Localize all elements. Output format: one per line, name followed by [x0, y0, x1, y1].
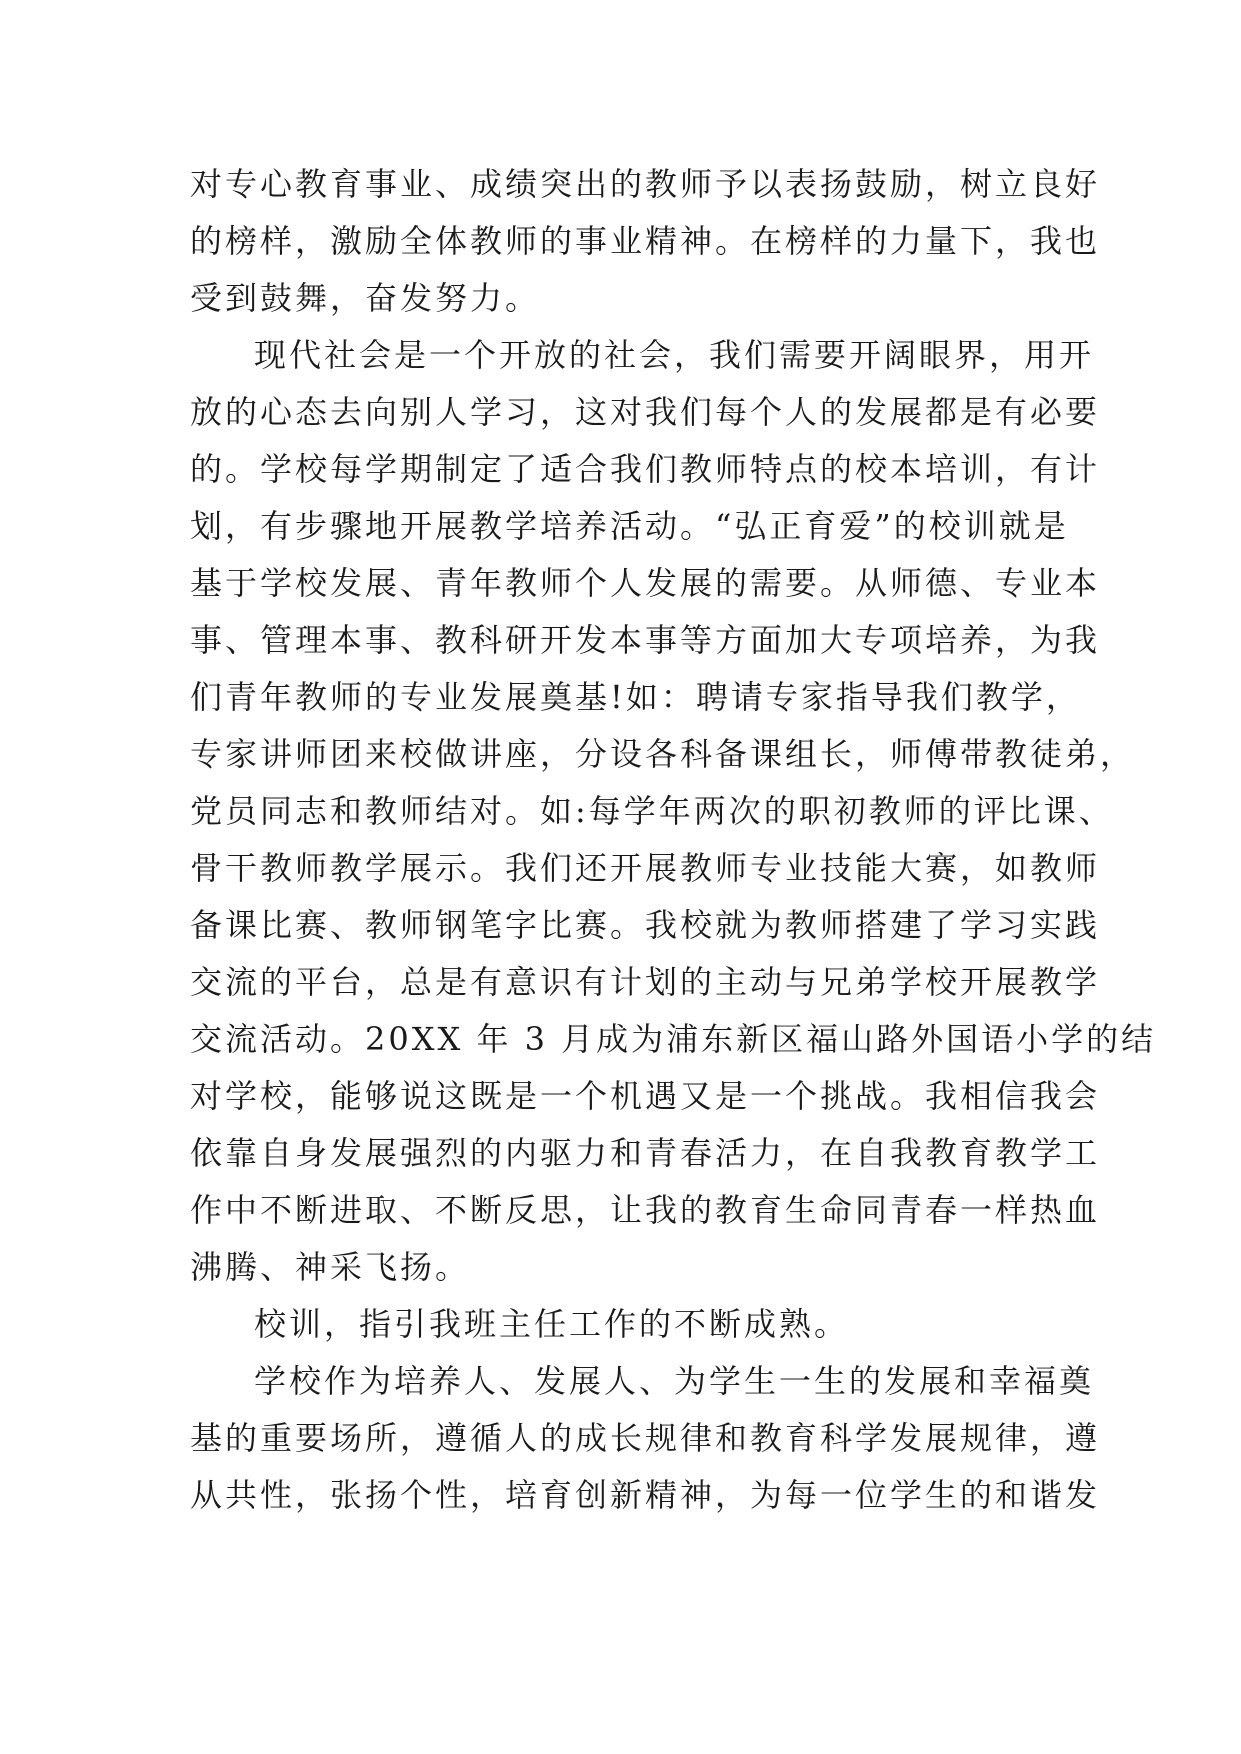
text-line: 基的重要场所，遵循人的成长规律和教育科学发展规律，遵	[190, 1419, 1101, 1457]
text-line: 受到鼓舞，奋发努力。	[190, 279, 541, 317]
text-line: 党员同志和教师结对。如:每学年两次的职初教师的评比课、	[190, 792, 1114, 830]
text-line: 对学校，能够说这既是一个机遇又是一个挑战。我相信我会	[190, 1077, 1101, 1115]
text-line: 作中不断进取、不断反思，让我的教育生命同青春一样热血	[190, 1191, 1101, 1229]
paragraph-first-line: 校训，指引我班主任工作的不断成熟。	[254, 1305, 850, 1343]
text-line: 的榜样，激励全体教师的事业精神。在榜样的力量下，我也	[190, 222, 1101, 260]
paragraph-first-line: 现代社会是一个开放的社会，我们需要开阔眼界，用开	[254, 336, 1095, 374]
text-line: 从共性，张扬个性，培育创新精神，为每一位学生的和谐发	[190, 1476, 1101, 1514]
text-line: 事、管理本事、教科研开发本事等方面加大专项培养，为我	[190, 621, 1101, 659]
text-line: 交流活动。20XX 年 3 月成为浦东新区福山路外国语小学的结	[190, 1020, 1157, 1058]
text-line: 备课比赛、教师钢笔字比赛。我校就为教师搭建了学习实践	[190, 906, 1101, 944]
text-line: 放的心态去向别人学习，这对我们每个人的发展都是有必要	[190, 393, 1101, 431]
text-line: 依靠自身发展强烈的内驱力和青春活力，在自我教育教学工	[190, 1134, 1101, 1172]
text-line: 基于学校发展、青年教师个人发展的需要。从师德、专业本	[190, 564, 1101, 602]
text-line: 专家讲师团来校做讲座，分设各科备课组长，师傅带教徒弟，	[190, 735, 1136, 773]
paragraph-first-line: 学校作为培养人、发展人、为学生一生的发展和幸福奠	[254, 1362, 1095, 1400]
text-line: 划，有步骤地开展教学培养活动。“弘正育爱”的校训就是	[190, 507, 1069, 545]
text-line: 交流的平台，总是有意识有计划的主动与兄弟学校开展教学	[190, 963, 1101, 1001]
text-line: 骨干教师教学展示。我们还开展教师专业技能大赛，如教师	[190, 849, 1101, 887]
text-line: 对专心教育事业、成绩突出的教师予以表扬鼓励，树立良好	[190, 165, 1101, 203]
text-line: 的。学校每学期制定了适合我们教师特点的校本培训，有计	[190, 450, 1101, 488]
text-line: 们青年教师的专业发展奠基!如：聘请专家指导我们教学，	[190, 678, 1081, 716]
text-line: 沸腾、神采飞扬。	[190, 1248, 471, 1286]
